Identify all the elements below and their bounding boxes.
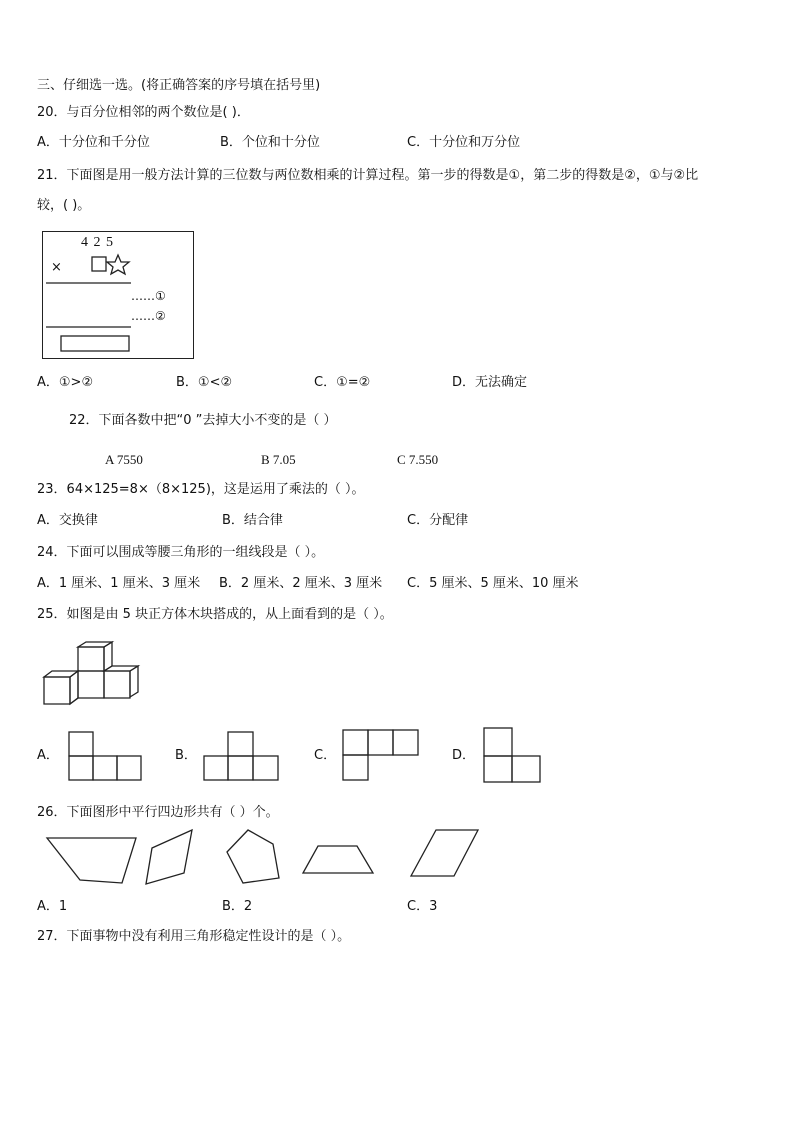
q26-stem: 26．下面图形中平行四边形共有（ ）个。 bbox=[37, 805, 279, 820]
q26-option-c: C．3 bbox=[407, 899, 438, 914]
q24-option-c: C．5 厘米、5 厘米、10 厘米 bbox=[407, 576, 579, 591]
q24-option-a: A．1 厘米、1 厘米、3 厘米 bbox=[37, 576, 201, 591]
q21-figure-times: × bbox=[51, 260, 62, 275]
square-icon bbox=[92, 257, 106, 271]
q25-option-a-view bbox=[67, 730, 142, 782]
q27-stem: 27．下面事物中没有利用三角形稳定性设计的是（ ）。 bbox=[37, 929, 351, 944]
q20-stem: 20．与百分位相邻的两个数位是( )． bbox=[37, 105, 250, 120]
q23-option-a: A．交换律 bbox=[37, 513, 98, 528]
q21-result-box bbox=[61, 336, 129, 351]
q23-option-c: C．分配律 bbox=[407, 513, 469, 528]
q20-option-a: A．十分位和千分位 bbox=[37, 135, 150, 150]
q25-cube-stack-figure bbox=[40, 640, 150, 710]
q25-option-c: C． bbox=[314, 748, 337, 763]
parallelogram-shape-2 bbox=[411, 830, 478, 876]
q25-option-c-view bbox=[341, 728, 419, 784]
q25-option-b-view bbox=[203, 730, 279, 782]
q22-option-a: A 7550 bbox=[105, 452, 143, 467]
trapezoid-shape bbox=[47, 838, 136, 883]
q21-figure-digits: 4 2 5 bbox=[81, 235, 114, 250]
q22-option-b: B 7.05 bbox=[261, 452, 296, 467]
q21-option-b: B．①<② bbox=[176, 375, 233, 390]
q25-option-b: B． bbox=[175, 748, 197, 763]
q26-option-a: A．1 bbox=[37, 899, 68, 914]
q21-option-d: D．无法确定 bbox=[452, 375, 528, 390]
q25-option-a: A． bbox=[37, 748, 59, 763]
q25-option-d-view bbox=[482, 725, 540, 783]
q20-option-c: C．十分位和万分位 bbox=[407, 135, 521, 150]
isosceles-trapezoid-shape bbox=[303, 846, 373, 873]
q24-option-b: B．2 厘米、2 厘米、3 厘米 bbox=[219, 576, 383, 591]
q22-option-c: C 7.550 bbox=[397, 452, 439, 467]
q23-option-b: B．结合律 bbox=[222, 513, 283, 528]
q21-multiplication-figure bbox=[42, 231, 194, 359]
q21-stem-line1: 21．下面图是用一般方法计算的三位数与两位数相乘的计算过程。第一步的得数是①，第二步的得数是②，①与②比 bbox=[37, 168, 699, 183]
q25-stem: 25．如图是由 5 块正方体木块搭成的，从上面看到的是（ ）。 bbox=[37, 607, 393, 622]
q21-figure-lines bbox=[43, 232, 193, 358]
star-icon bbox=[107, 255, 129, 274]
q23-stem: 23．64×125=8×（8×125)，这是运用了乘法的（ ）。 bbox=[37, 482, 365, 497]
q22-stem: 22．下面各数中把“0 ”去掉大小不变的是（ ） bbox=[69, 413, 337, 428]
section-header: 三、仔细选一选。(将正确答案的序号填在括号里) bbox=[37, 78, 321, 93]
q21-figure-dots1: ……① bbox=[131, 289, 166, 303]
q25-option-d: D． bbox=[452, 748, 476, 763]
q21-stem-line2: 较，( )。 bbox=[37, 198, 91, 213]
q21-option-c: C．①=② bbox=[314, 375, 371, 390]
q21-figure-dots2: ……② bbox=[131, 309, 166, 323]
q21-option-a: A．①>② bbox=[37, 375, 94, 390]
q20-option-b: B．个位和十分位 bbox=[220, 135, 320, 150]
q24-stem: 24．下面可以围成等腰三角形的一组线段是（ ）。 bbox=[37, 545, 325, 560]
parallelogram-shape-1 bbox=[146, 830, 192, 884]
q26-shapes-figure bbox=[40, 828, 520, 888]
pentagon-shape bbox=[227, 830, 279, 883]
q26-option-b: B．2 bbox=[222, 899, 253, 914]
